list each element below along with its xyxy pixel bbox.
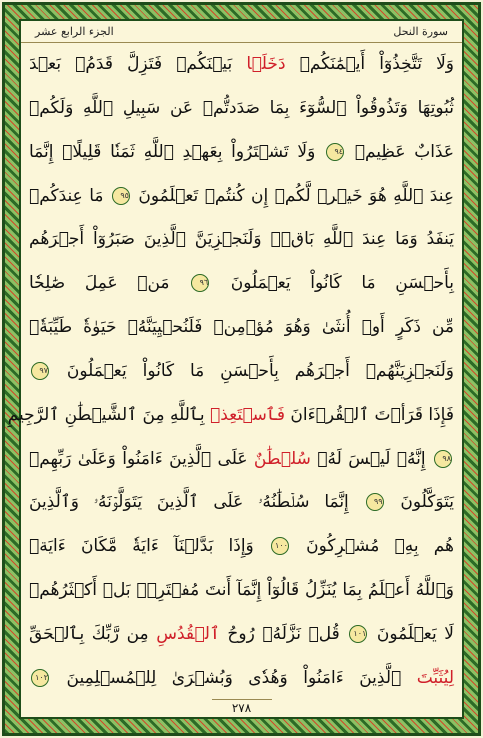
verse-text-area [7, 47, 454, 695]
verse-text: بِأَحۡسَنِ مَا كَانُواْ يَعۡمَلُونَ [211, 273, 454, 294]
verse-text: عَلَى ٱلَّذِينَ ءَامَنُواْ وَعَلَىٰ رَبِّهِمۡ [29, 448, 254, 469]
verse-text: يَنفَدُ وَمَا عِندَ ٱللَّهِ بَاقٖۗ وَلَنَجۡزِيَنَّ ٱلَّذِينَ صَبَرُوٓاْ أَجۡرَهُم [29, 229, 454, 250]
ayah-number-marker: ٩٧ [31, 362, 49, 380]
verse-text: إِنَّهُۥ لَيۡسَ لَهُۥ [310, 448, 432, 469]
ayah-number-marker: ٩٦ [191, 274, 209, 292]
verse-text: وَٱللَّهُ أَعۡلَمُ بِمَا يُنَزِّلُ قَالُوٓاْ إِنَّمَآ أَنتَ مُفۡتَرِۭۚ بَلۡ أَكۡثَرُهُمۡ [29, 580, 454, 601]
verse-text: مَنۡ عَمِلَ صَٰلِحٗا [29, 273, 190, 294]
text-line [7, 398, 454, 432]
verse-text: مِن رَّبِّكَ بِٱلۡحَقِّ [29, 623, 157, 644]
verse-text: عِندَ ٱللَّهِ هُوَ خَيۡرٞ لَّكُمۡ إِن كُنتُمۡ تَعۡلَمُونَ [131, 185, 454, 206]
text-line [29, 617, 454, 651]
ayah-number-marker: ٩٨ [434, 450, 452, 468]
text-line [29, 91, 454, 125]
verse-text: هُم بِهِۦ مُشۡرِكُونَ [290, 536, 454, 557]
text-line [29, 661, 454, 695]
highlighted-word: سُلۡطَٰنٌ [253, 448, 311, 469]
verse-text: فَإِذَا قَرَأۡتَ ٱلۡقُرۡءَانَ [285, 404, 454, 425]
verse-text: إِنَّمَا سُلۡطَٰنُهُۥ عَلَى ٱلَّذِينَ يَتَوَلَّوۡنَهُۥ وَٱلَّذِينَ [29, 492, 364, 513]
text-line [29, 179, 454, 213]
text-line [29, 135, 454, 169]
verse-text: بَيۡنَكُمۡ فَتَزِلَّ قَدَمُۢ بَعۡدَ [29, 54, 247, 74]
highlighted-word: لِيُثَبِّتَ [416, 667, 454, 688]
text-line [29, 266, 454, 300]
verse-text: ثُبُوتِهَا وَتَذُوقُواْ ٱلسُّوٓءَ بِمَا صَدَدتُّمۡ عَن سَبِيلِ ٱللَّهِ وَلَكُمۡ [29, 97, 454, 118]
highlighted-word: ٱلۡقُدُسِ [156, 623, 220, 644]
verse-text: وَإِذَا بَدَّلۡنَآ ءَايَةٗ مَّكَانَ ءَايَةٖ [29, 536, 269, 557]
highlighted-word: دَخَلَۢا [246, 54, 286, 74]
text-line [29, 354, 454, 388]
page-number: ٢٧٨ [212, 699, 272, 716]
ayah-number-marker: ٩٤ [326, 143, 344, 161]
verse-text: وَلَنَجۡزِيَنَّهُمۡ أَجۡرَهُم بِأَحۡسَنِ مَا كَانُواْ يَعۡمَلُونَ [51, 360, 454, 381]
ayah-number-marker: ٩٥ [112, 187, 130, 205]
verse-text: بِٱللَّهِ مِنَ ٱلشَّيۡطَٰنِ ٱلرَّجِيمِ [7, 404, 211, 425]
text-line [29, 485, 454, 519]
text-line [29, 529, 454, 563]
text-line [29, 442, 454, 476]
verse-text: لَا يَعۡلَمُونَ [369, 623, 454, 644]
highlighted-word: فَٱسۡتَعِذۡ [210, 404, 286, 425]
text-line [29, 222, 454, 256]
verse-text: وَلَا تَتَّخِذُوٓاْ أَيۡمَٰنَكُمۡ [285, 54, 454, 74]
verse-text: قُلۡ نَزَّلَهُۥ رُوحُ [219, 623, 348, 644]
page-footer [21, 697, 462, 717]
ornamental-border [2, 2, 481, 736]
page-header [21, 21, 462, 43]
ayah-number-marker: ١٠٠ [271, 537, 289, 555]
verse-text: عَذَابٌ عَظِيمٞ [346, 141, 454, 162]
verse-text: يَتَوَكَّلُونَ [385, 492, 454, 513]
text-line [29, 47, 454, 81]
ayah-number-marker: ١٠١ [349, 625, 367, 643]
text-line [29, 310, 454, 344]
juz-label: الجزء الرابع عشر [35, 25, 114, 38]
verse-text: ٱلَّذِينَ ءَامَنُواْ وَهُدٗى وَبُشۡرَىٰ لِلۡمُسۡلِمِينَ [51, 667, 417, 688]
ayah-number-marker: ٩٩ [366, 493, 384, 511]
verse-text: وَلَا تَشۡتَرُواْ بِعَهۡدِ ٱللَّهِ ثَمَنٗا قَلِيلًاۚ إِنَّمَا [29, 141, 325, 162]
ayah-number-marker: ١٠٢ [31, 669, 49, 687]
text-line [29, 573, 454, 607]
page-content [7, 19, 464, 719]
verse-text: مِّن ذَكَرٍ أَوۡ أُنثَىٰ وَهُوَ مُؤۡمِنٞ فَلَنُحۡيِيَنَّهُۥ حَيَوٰةٗ طَيِّبَةٗۖ [29, 317, 454, 338]
verse-text: مَا عِندَكُمۡ [29, 185, 110, 206]
surah-label: سورة النحل [393, 25, 448, 38]
